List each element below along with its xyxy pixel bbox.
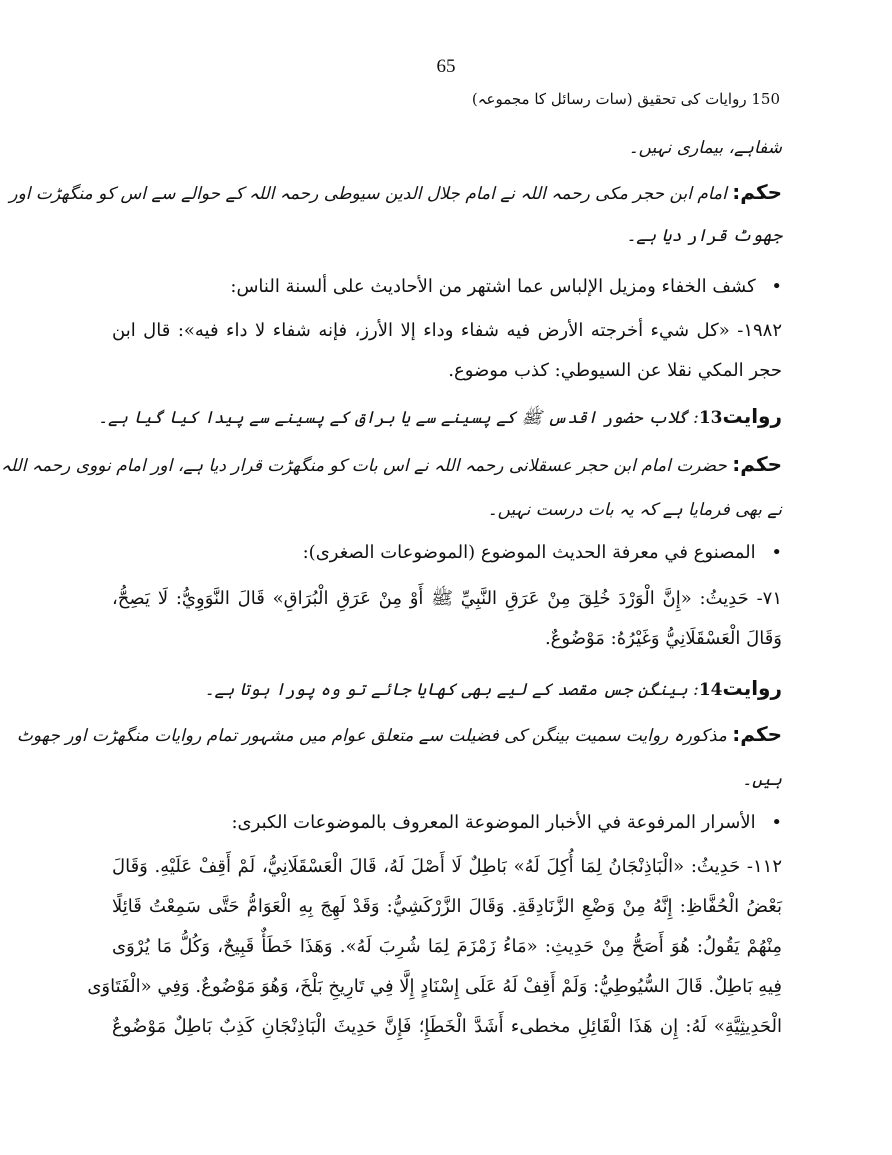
narration-heading — [98, 404, 782, 428]
ruling-heading — [9, 180, 782, 204]
narration-label: روایت — [722, 676, 782, 700]
page-number: 65 — [436, 56, 456, 77]
bullet-icon: • — [771, 542, 782, 563]
ruling-label: حکم: — [732, 180, 782, 204]
ruling-heading — [17, 722, 782, 746]
arabic-text-line: بَعْضُ الْحُفَّاظِ: إِنَّهُ مِنْ وَضْعِ الزَّنَادِقَةِ. وَقَالَ الزَّرْكَشِيُّ: وَقَدْ لَهِجَ بِهِ الْعَوَامُّ حَتَّى سَمِعْتُ قَائِلًا — [112, 896, 782, 917]
narration-heading — [205, 676, 783, 700]
narration-text: : بینگن جس مقصد کے لیے بھی کھایا جائے تو وہ پورا ہوتا ہے۔ — [204, 680, 699, 700]
ruling-label: حکم: — [732, 722, 782, 746]
ruling-heading — [1, 452, 782, 476]
book-title-item — [230, 276, 782, 298]
running-header: 150 روایات کی تحقیق (سات رسائل کا مجموعہ) — [471, 90, 780, 108]
arabic-text-line: ١٩٨٢- «كل شيء أخرجته الأرض فيه شفاء وداء إلا الأرز، فإنه شفاء لا داء فيه»: قال ابن — [112, 320, 782, 341]
book-title: كشف الخفاء ومزيل الإلباس عما اشتهر من الأحاديث على ألسنة الناس: — [230, 276, 756, 297]
arabic-text-line: مِنْهُمْ يَقُولُ: هُوَ أَصَحُّ مِنْ حَدِيثِ: «مَاءُ زَمْزَمَ لِمَا شُرِبَ لَهُ». وَهَذَا خَطَأٌ قَبِيحٌ، وَكُلُّ مَا يُرْوَى — [112, 936, 782, 957]
ruling-label: حکم: — [732, 452, 782, 476]
bullet-icon: • — [771, 812, 782, 833]
text-line: نے بھی فرمایا ہے کہ یہ بات درست نہیں۔ — [487, 500, 782, 520]
text-line: ہیں۔ — [742, 770, 782, 790]
arabic-text-line: ١١٢- حَدِيثُ: «الْبَاذِنْجَانُ لِمَا أُكِلَ لَهُ» بَاطِلٌ لَا أَصْلَ لَهُ، قَالَ الْعَسْقَلَانِيُّ، لَمْ أَقِفْ عَلَيْهِ. وَقَالَ — [112, 856, 782, 877]
arabic-text-line: حجر المكي نقلا عن السيوطي: كذب موضوع. — [448, 360, 782, 381]
book-title-item — [303, 542, 782, 564]
text-line: شفاہے، بیماری نہیں۔ — [628, 138, 782, 158]
ruling-text: امام ابن حجر مکی رحمہ اللہ نے امام جلال الدین سیوطی رحمہ اللہ کے حوالے سے اس کو منگھڑت اور — [9, 184, 727, 204]
arabic-text-line: الْحَدِيثِيَّةِ» لَهُ: إِن هَذَا الْقَائِلِ مخطىء أَشَدَّ الْخَطَإِ؛ فَإِنَّ حَدِيثَ الْبَاذِنْجَانِ كَذِبٌ بَاطِلٌ مَوْضُوعٌ — [112, 1016, 782, 1037]
narration-label: روایت — [722, 404, 782, 428]
arabic-text-line: ٧١- حَدِيثُ: «إِنَّ الْوَرْدَ خُلِقَ مِنْ عَرَقِ النَّبِيِّ ﷺ أَوْ مِنْ عَرَقِ الْبُرَاقِ» قَالَ النَّوَوِيُّ: لَا يَصِحُّ، — [112, 588, 782, 609]
book-title: الأسرار المرفوعة في الأخبار الموضوعة المعروف بالموضوعات الكبرى: — [231, 812, 756, 833]
book-title: المصنوع في معرفة الحديث الموضوع (الموضوعات الصغرى): — [302, 542, 756, 563]
bullet-icon: • — [771, 276, 782, 297]
ruling-text: مذکورہ روایت سمیت بینگن کی فضیلت سے متعلق عوام میں مشہور تمام روایات منگھڑت اور جھوٹ — [16, 726, 727, 746]
narration-text: : گلاب حضور اقدس ﷺ کے پسینے سے یا براق کے پسینے سے پیدا کیا گیا ہے۔ — [98, 408, 699, 428]
book-title-item — [231, 812, 782, 834]
ruling-text: حضرت امام ابن حجر عسقلانی رحمہ اللہ نے اس بات کو منگھڑت قرار دیا ہے، اور امام نووی رحمہ اللہ — [0, 456, 727, 476]
arabic-text-line: فِيهِ بَاطِلٌ. قَالَ السُّيُوطِيُّ: وَلَمْ أَقِفْ لَهُ عَلَى إِسْنَادٍ إِلَّا فِي تَارِيخِ بَلْخَ، وَهُوَ مَوْضُوعٌ. وَفِي «الْفَتَاوَى — [87, 976, 782, 997]
arabic-text-line: وَقَالَ الْعَسْقَلَانِيُّ وَغَيْرُهُ: مَوْضُوعٌ. — [544, 628, 782, 649]
narration-number: 13 — [698, 408, 723, 428]
text-line: جھوٹ قرار دیا ہے۔ — [626, 226, 782, 246]
narration-number: 14 — [698, 680, 723, 700]
